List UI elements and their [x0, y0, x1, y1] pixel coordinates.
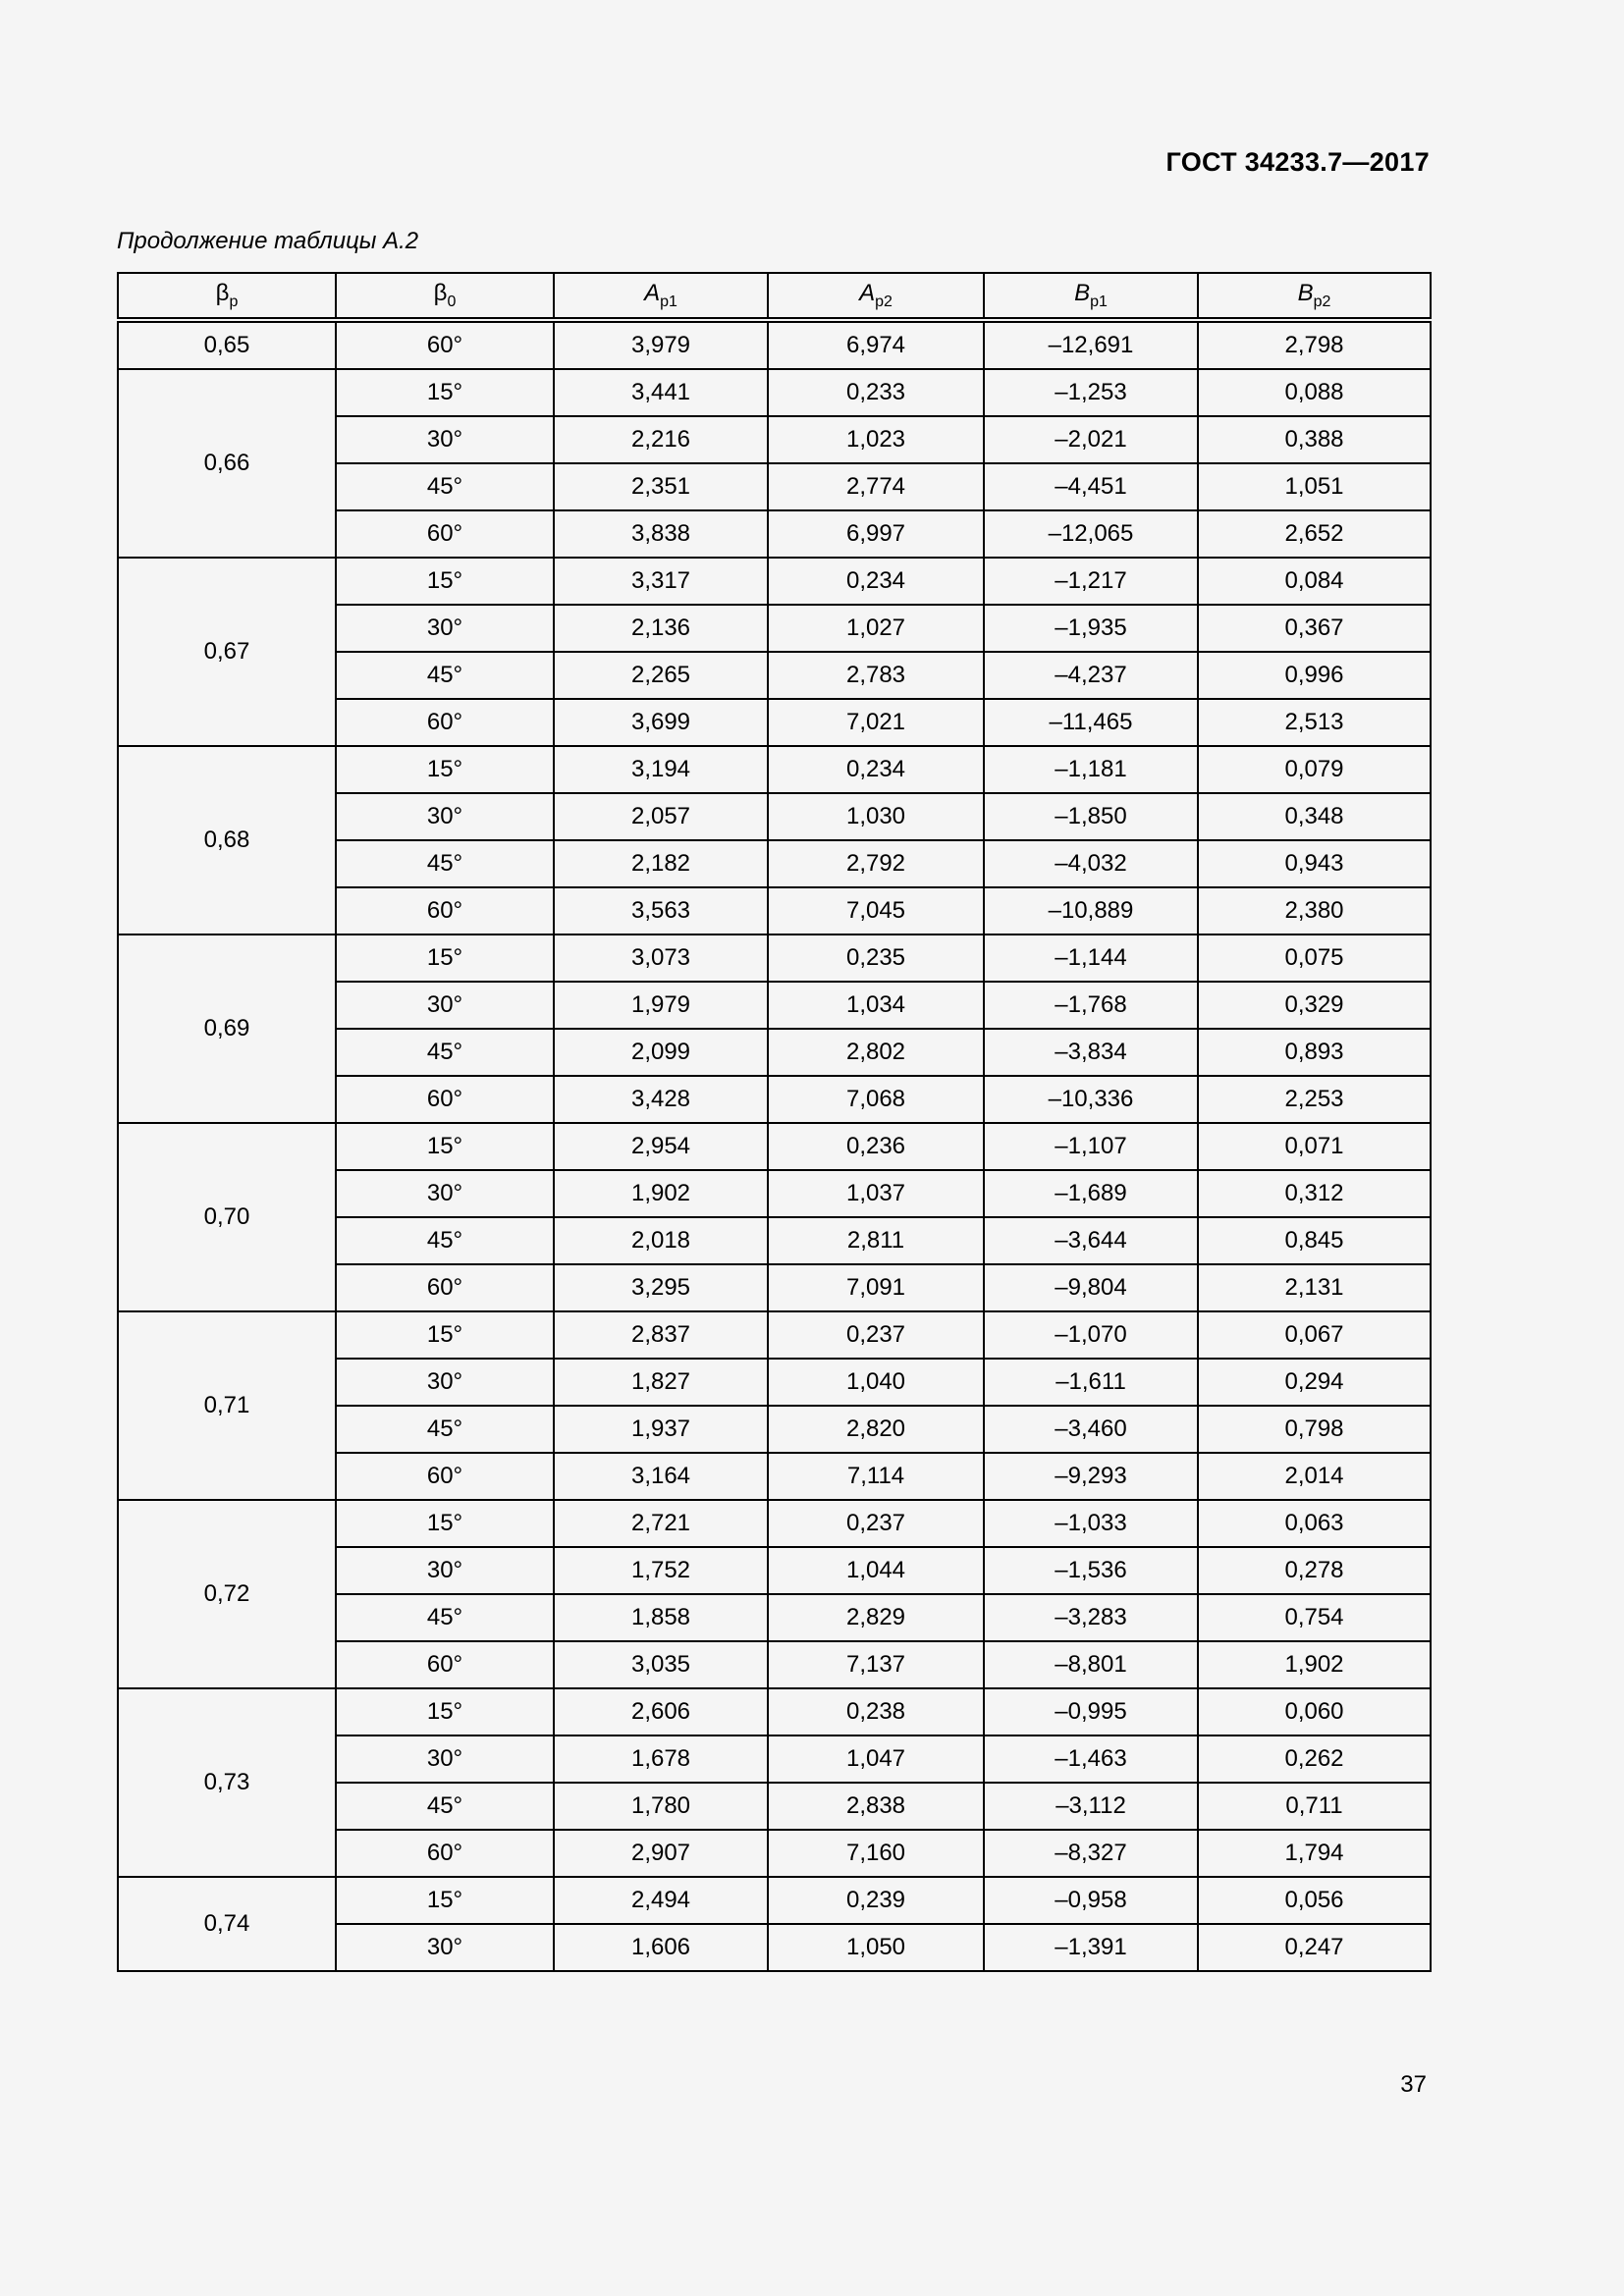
- column-header: [768, 273, 984, 320]
- table-cell: 60°: [336, 887, 554, 934]
- table-cell: 60°: [336, 510, 554, 558]
- table-cell: 3,317: [554, 558, 768, 605]
- beta-p-cell: 0,67: [118, 558, 336, 746]
- table-cell: 30°: [336, 1359, 554, 1406]
- table-cell: 45°: [336, 840, 554, 887]
- table-cell: 30°: [336, 1924, 554, 1971]
- table-cell: 0,996: [1198, 652, 1431, 699]
- beta-p-cell: 0,73: [118, 1688, 336, 1877]
- table-cell: 6,997: [768, 510, 984, 558]
- table-cell: 1,606: [554, 1924, 768, 1971]
- table-cell: 0,234: [768, 746, 984, 793]
- table-cell: 3,563: [554, 887, 768, 934]
- table-cell: 45°: [336, 1783, 554, 1830]
- table-cell: 1,979: [554, 982, 768, 1029]
- table-cell: –11,465: [984, 699, 1198, 746]
- table-cell: 2,182: [554, 840, 768, 887]
- table-cell: 2,721: [554, 1500, 768, 1547]
- table-cell: 0,088: [1198, 369, 1431, 416]
- beta-p-cell: 0,68: [118, 746, 336, 934]
- table-cell: 60°: [336, 320, 554, 369]
- table-cell: 2,652: [1198, 510, 1431, 558]
- table-cell: 0,294: [1198, 1359, 1431, 1406]
- table-cell: 2,018: [554, 1217, 768, 1264]
- table-cell: 0,079: [1198, 746, 1431, 793]
- table-cell: 0,075: [1198, 934, 1431, 982]
- table-cell: 0,084: [1198, 558, 1431, 605]
- table-cell: 3,838: [554, 510, 768, 558]
- column-header: [984, 273, 1198, 320]
- table-cell: 2,802: [768, 1029, 984, 1076]
- table-cell: 0,239: [768, 1877, 984, 1924]
- table-cell: 1,044: [768, 1547, 984, 1594]
- table-cell: 2,774: [768, 463, 984, 510]
- table-cell: 30°: [336, 793, 554, 840]
- table-cell: 2,838: [768, 1783, 984, 1830]
- table-row: [118, 1500, 1431, 1547]
- table-cell: –1,107: [984, 1123, 1198, 1170]
- table-cell: 7,068: [768, 1076, 984, 1123]
- table-cell: 0,067: [1198, 1311, 1431, 1359]
- table-cell: –3,283: [984, 1594, 1198, 1641]
- table-cell: –12,691: [984, 320, 1198, 369]
- table-cell: 1,027: [768, 605, 984, 652]
- table-cell: 2,513: [1198, 699, 1431, 746]
- beta-p-cell: 0,74: [118, 1877, 336, 1971]
- table-cell: 3,164: [554, 1453, 768, 1500]
- table-cell: 6,974: [768, 320, 984, 369]
- table-caption: Продолжение таблицы А.2: [117, 228, 419, 254]
- table-cell: –1,253: [984, 369, 1198, 416]
- table-cell: 0,278: [1198, 1547, 1431, 1594]
- table-cell: 45°: [336, 1406, 554, 1453]
- table-cell: 2,099: [554, 1029, 768, 1076]
- table-cell: 0,845: [1198, 1217, 1431, 1264]
- header-symbol: β: [433, 280, 448, 306]
- table-cell: 1,752: [554, 1547, 768, 1594]
- beta-p-cell: 0,65: [118, 320, 336, 369]
- table-cell: 0,237: [768, 1311, 984, 1359]
- table-cell: 7,160: [768, 1830, 984, 1877]
- header-subscript: р: [229, 294, 239, 310]
- table-cell: 0,056: [1198, 1877, 1431, 1924]
- beta-p-cell: 0,70: [118, 1123, 336, 1311]
- table-cell: 2,783: [768, 652, 984, 699]
- coefficients-table: [117, 272, 1432, 1972]
- table-cell: –3,112: [984, 1783, 1198, 1830]
- table-cell: 2,606: [554, 1688, 768, 1735]
- table-cell: 0,071: [1198, 1123, 1431, 1170]
- table-cell: –1,536: [984, 1547, 1198, 1594]
- table-cell: 1,034: [768, 982, 984, 1029]
- table-cell: –1,181: [984, 746, 1198, 793]
- table-cell: –1,768: [984, 982, 1198, 1029]
- table-cell: 1,902: [554, 1170, 768, 1217]
- table-cell: 45°: [336, 652, 554, 699]
- header-symbol: B: [1297, 280, 1314, 306]
- table-cell: 0,237: [768, 1500, 984, 1547]
- table-cell: 60°: [336, 1830, 554, 1877]
- table-cell: 15°: [336, 1311, 554, 1359]
- table-cell: 3,979: [554, 320, 768, 369]
- table-cell: 0,235: [768, 934, 984, 982]
- table-cell: 0,236: [768, 1123, 984, 1170]
- table-cell: –1,217: [984, 558, 1198, 605]
- table-cell: 0,247: [1198, 1924, 1431, 1971]
- table-row: [118, 746, 1431, 793]
- table-cell: 7,137: [768, 1641, 984, 1688]
- table-cell: –1,391: [984, 1924, 1198, 1971]
- table-cell: 1,858: [554, 1594, 768, 1641]
- table-cell: 2,954: [554, 1123, 768, 1170]
- table-cell: 60°: [336, 699, 554, 746]
- table-cell: –10,889: [984, 887, 1198, 934]
- table-cell: 30°: [336, 982, 554, 1029]
- table-cell: 0,388: [1198, 416, 1431, 463]
- beta-p-cell: 0,71: [118, 1311, 336, 1500]
- table-cell: 7,091: [768, 1264, 984, 1311]
- table-cell: 2,820: [768, 1406, 984, 1453]
- table-cell: 45°: [336, 1594, 554, 1641]
- table-row: [118, 934, 1431, 982]
- table-cell: 3,441: [554, 369, 768, 416]
- table-cell: 0,943: [1198, 840, 1431, 887]
- table-cell: 0,348: [1198, 793, 1431, 840]
- table-cell: 0,329: [1198, 982, 1431, 1029]
- table-cell: –1,850: [984, 793, 1198, 840]
- table-row: [118, 1311, 1431, 1359]
- table-cell: 1,780: [554, 1783, 768, 1830]
- table-cell: –3,644: [984, 1217, 1198, 1264]
- table-cell: 1,023: [768, 416, 984, 463]
- table-cell: 1,040: [768, 1359, 984, 1406]
- table-cell: 1,794: [1198, 1830, 1431, 1877]
- column-header: [554, 273, 768, 320]
- table-cell: –10,336: [984, 1076, 1198, 1123]
- table-cell: 2,829: [768, 1594, 984, 1641]
- table-cell: –8,327: [984, 1830, 1198, 1877]
- table-cell: 15°: [336, 746, 554, 793]
- table-cell: 1,030: [768, 793, 984, 840]
- table-cell: 0,312: [1198, 1170, 1431, 1217]
- table-cell: –4,032: [984, 840, 1198, 887]
- beta-p-cell: 0,69: [118, 934, 336, 1123]
- table-cell: 2,798: [1198, 320, 1431, 369]
- header-subscript: p2: [875, 294, 893, 310]
- column-header: [336, 273, 554, 320]
- table-cell: 2,792: [768, 840, 984, 887]
- table-cell: –0,958: [984, 1877, 1198, 1924]
- table-cell: –4,237: [984, 652, 1198, 699]
- table-cell: –9,293: [984, 1453, 1198, 1500]
- table-cell: –1,144: [984, 934, 1198, 982]
- table-row: [118, 369, 1431, 416]
- page-number: 37: [1400, 2071, 1427, 2098]
- header-symbol: β: [215, 280, 230, 306]
- table-cell: –3,834: [984, 1029, 1198, 1076]
- table-cell: 2,253: [1198, 1076, 1431, 1123]
- table-cell: 60°: [336, 1076, 554, 1123]
- header-symbol: A: [859, 280, 876, 306]
- table-cell: –3,460: [984, 1406, 1198, 1453]
- table-cell: 1,678: [554, 1735, 768, 1783]
- header-symbol: A: [644, 280, 661, 306]
- table-cell: 3,699: [554, 699, 768, 746]
- table-cell: 2,351: [554, 463, 768, 510]
- table-cell: 30°: [336, 1735, 554, 1783]
- table-cell: 60°: [336, 1641, 554, 1688]
- header-subscript: p1: [1090, 294, 1108, 310]
- table-cell: 2,837: [554, 1311, 768, 1359]
- table-cell: 0,060: [1198, 1688, 1431, 1735]
- table-cell: –1,463: [984, 1735, 1198, 1783]
- table-cell: 1,902: [1198, 1641, 1431, 1688]
- table-cell: 30°: [336, 1170, 554, 1217]
- document-code: ГОСТ 34233.7—2017: [1165, 147, 1430, 177]
- table-cell: –9,804: [984, 1264, 1198, 1311]
- table-cell: 0,063: [1198, 1500, 1431, 1547]
- table-row: [118, 558, 1431, 605]
- table-body: [118, 320, 1431, 1971]
- table-cell: –8,801: [984, 1641, 1198, 1688]
- table-cell: 2,057: [554, 793, 768, 840]
- table-cell: 3,194: [554, 746, 768, 793]
- table-cell: 0,367: [1198, 605, 1431, 652]
- table-cell: 0,233: [768, 369, 984, 416]
- table-cell: 15°: [336, 934, 554, 982]
- table-cell: –1,935: [984, 605, 1198, 652]
- table-cell: 2,216: [554, 416, 768, 463]
- table-cell: –4,451: [984, 463, 1198, 510]
- column-header: [1198, 273, 1431, 320]
- table-cell: 15°: [336, 558, 554, 605]
- table-cell: 2,265: [554, 652, 768, 699]
- table-cell: 3,035: [554, 1641, 768, 1688]
- table-row: [118, 1688, 1431, 1735]
- table-cell: 2,811: [768, 1217, 984, 1264]
- table-cell: –2,021: [984, 416, 1198, 463]
- table-cell: 3,073: [554, 934, 768, 982]
- table-cell: 45°: [336, 1217, 554, 1264]
- table-cell: 2,136: [554, 605, 768, 652]
- header-subscript: p2: [1313, 294, 1331, 310]
- table-cell: 1,037: [768, 1170, 984, 1217]
- table-cell: 60°: [336, 1453, 554, 1500]
- table-cell: 30°: [336, 1547, 554, 1594]
- table-cell: –1,611: [984, 1359, 1198, 1406]
- table-cell: 2,494: [554, 1877, 768, 1924]
- table-cell: 3,295: [554, 1264, 768, 1311]
- beta-p-cell: 0,72: [118, 1500, 336, 1688]
- table-cell: 60°: [336, 1264, 554, 1311]
- table-cell: 3,428: [554, 1076, 768, 1123]
- table-cell: 1,047: [768, 1735, 984, 1783]
- table-cell: –1,033: [984, 1500, 1198, 1547]
- table-cell: 2,907: [554, 1830, 768, 1877]
- table-cell: 0,711: [1198, 1783, 1431, 1830]
- table-cell: 2,014: [1198, 1453, 1431, 1500]
- header-subscript: p1: [660, 294, 677, 310]
- table-header-row: [118, 273, 1431, 320]
- table-cell: 0,798: [1198, 1406, 1431, 1453]
- table-cell: 0,234: [768, 558, 984, 605]
- table-row: [118, 1123, 1431, 1170]
- table-cell: 30°: [336, 605, 554, 652]
- table-cell: 7,045: [768, 887, 984, 934]
- table-cell: 15°: [336, 1688, 554, 1735]
- table-cell: 30°: [336, 416, 554, 463]
- table-cell: 15°: [336, 1500, 554, 1547]
- table-cell: 2,380: [1198, 887, 1431, 934]
- table-cell: 1,937: [554, 1406, 768, 1453]
- header-symbol: B: [1074, 280, 1091, 306]
- table-cell: 45°: [336, 1029, 554, 1076]
- table-cell: 15°: [336, 1123, 554, 1170]
- table-cell: –12,065: [984, 510, 1198, 558]
- table-cell: –1,070: [984, 1311, 1198, 1359]
- table-row: [118, 320, 1431, 369]
- table-cell: –0,995: [984, 1688, 1198, 1735]
- table-cell: 0,262: [1198, 1735, 1431, 1783]
- table-cell: 2,131: [1198, 1264, 1431, 1311]
- table-cell: 1,051: [1198, 463, 1431, 510]
- table-cell: 45°: [336, 463, 554, 510]
- table-cell: 7,114: [768, 1453, 984, 1500]
- table-cell: 15°: [336, 369, 554, 416]
- table-cell: 0,754: [1198, 1594, 1431, 1641]
- header-subscript: 0: [447, 294, 457, 310]
- table-row: [118, 1877, 1431, 1924]
- beta-p-cell: 0,66: [118, 369, 336, 558]
- table-cell: –1,689: [984, 1170, 1198, 1217]
- table-cell: 15°: [336, 1877, 554, 1924]
- column-header: [118, 273, 336, 320]
- table-cell: 0,893: [1198, 1029, 1431, 1076]
- table-cell: 7,021: [768, 699, 984, 746]
- table-cell: 1,827: [554, 1359, 768, 1406]
- table-cell: 0,238: [768, 1688, 984, 1735]
- table-cell: 1,050: [768, 1924, 984, 1971]
